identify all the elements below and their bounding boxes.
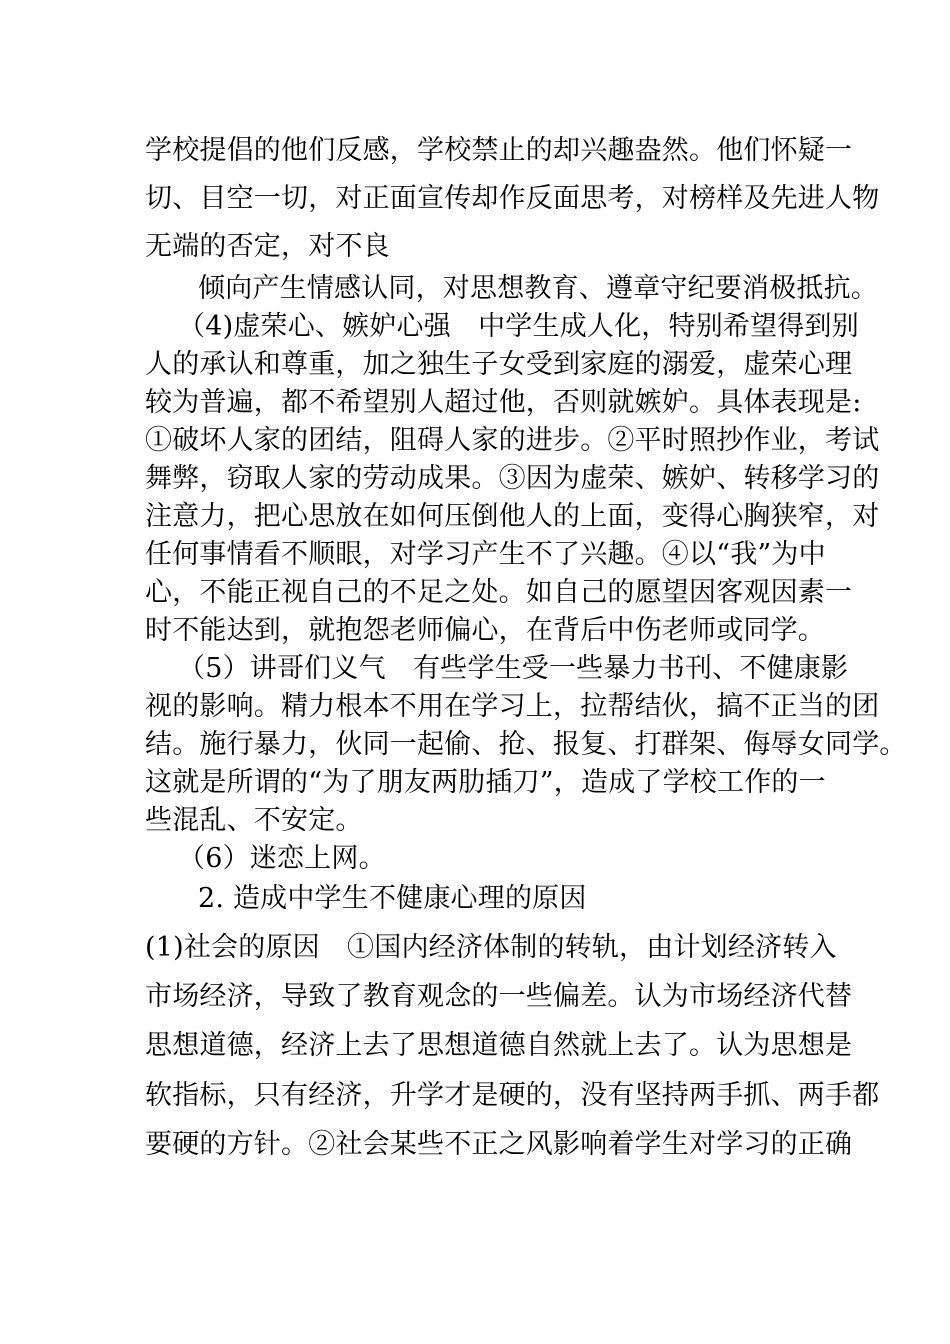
text-line: 要硬的方针。②社会某些不正之风影响着学生对学习的正确 bbox=[145, 1129, 853, 1160]
text-line: (1)社会的原因 ①国内经济体制的转轨，由计划经济转入 bbox=[145, 932, 837, 963]
section-heading: 2. 造成中学生不健康心理的原因 bbox=[198, 883, 587, 914]
text-line: 切、目空一切，对正面宣传却作反面思考，对榜样及先进人物 bbox=[145, 183, 880, 214]
text-line: 思想道德，经济上去了思想道德自然就上去了。认为思想是 bbox=[145, 1030, 853, 1061]
text-line: 些混乱、不安定。 bbox=[145, 805, 363, 836]
text-line: 时不能达到，就抱怨老师偏心，在背后中伤老师或同学。 bbox=[145, 615, 825, 646]
text-line: ①破坏人家的团结，阻碍人家的进步。②平时照抄作业，考试 bbox=[145, 425, 880, 456]
text-line: 软指标，只有经济，升学才是硬的，没有坚持两手抓、两手都 bbox=[145, 1080, 880, 1111]
text-line: 较为普遍，都不希望别人超过他，否则就嫉妒。具体表现是: bbox=[145, 387, 862, 418]
text-line: 市场经济，导致了教育观念的一些偏差。认为市场经济代替 bbox=[145, 981, 853, 1012]
text-line: 注意力，把心思放在如何压倒他人的上面，变得心胸狭窄，对 bbox=[145, 501, 880, 532]
text-line: 视的影响。精力根本不用在学习上，拉帮结伙，搞不正当的团 bbox=[145, 691, 880, 722]
text-line: 倾向产生情感认同，对思想教育、遵章守纪要消极抵抗。 bbox=[198, 273, 878, 304]
text-line: 结。施行暴力，伙同一起偷、抢、报复、打群架、侮辱女同学。 bbox=[145, 729, 907, 760]
text-line: 人的承认和尊重，加之独生子女受到家庭的溺爱，虚荣心理 bbox=[145, 349, 853, 380]
text-line: 学校提倡的他们反感，学校禁止的却兴趣盎然。他们怀疑一 bbox=[145, 135, 853, 166]
text-line: 舞弊，窃取人家的劳动成果。③因为虚荣、嫉妒、转移学习的 bbox=[145, 463, 880, 494]
text-line: （4)虚荣心、嫉妒心强 中学生成人化，特别希望得到别 bbox=[178, 311, 859, 342]
text-line: 这就是所谓的“为了朋友两肋插刀”，造成了学校工作的一 bbox=[145, 767, 826, 798]
text-line: 无端的否定，对不良 bbox=[145, 231, 390, 262]
text-line: （5）讲哥们义气 有些学生受一些暴力书刊、不健康影 bbox=[178, 653, 849, 684]
text-line: （6）迷恋上网。 bbox=[178, 843, 386, 874]
text-line: 任何事情看不顺眼，对学习产生不了兴趣。④以“我”为中 bbox=[145, 539, 826, 570]
text-line: 心，不能正视自己的不足之处。如自己的愿望因客观因素一 bbox=[145, 577, 853, 608]
